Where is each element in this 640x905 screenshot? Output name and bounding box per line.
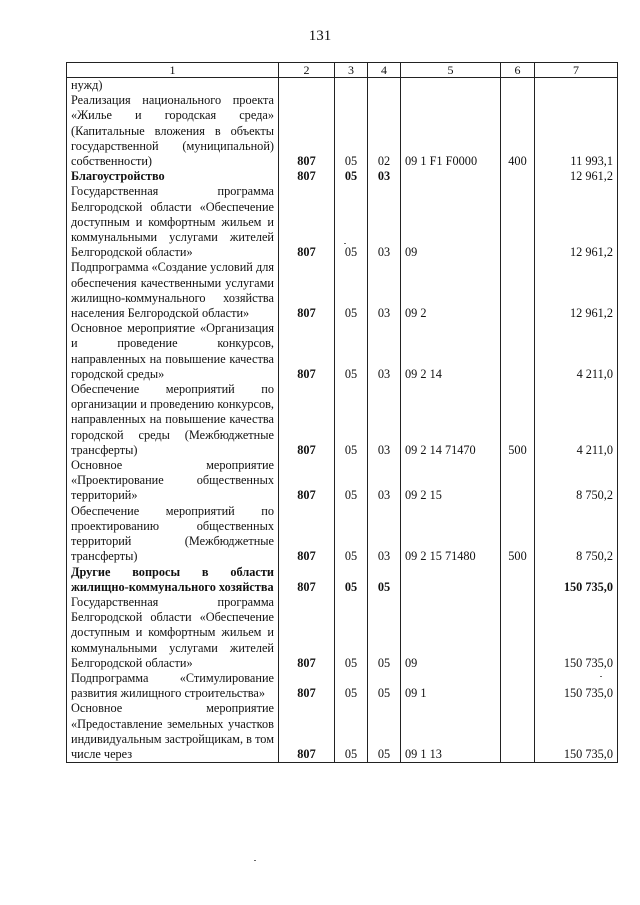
cell-subsection: 05 — [368, 701, 401, 762]
budget-table — [66, 62, 618, 763]
cell-section — [335, 78, 368, 94]
row-name: Обеспечение мероприятий по проектированию общественных территорий (Межбюджетные трансферты) — [67, 504, 279, 565]
cell-expense-type: 400 — [501, 93, 535, 169]
cell-subsection: 03 — [368, 184, 401, 260]
cell-amount: 8 750,2 — [535, 504, 618, 565]
cell-section: 05 — [335, 701, 368, 762]
cell-ministry: 807 — [279, 93, 335, 169]
table-row — [67, 458, 618, 504]
cell-section: 05 — [335, 260, 368, 321]
cell-expense-type — [501, 321, 535, 382]
cell-amount: 12 961,2 — [535, 184, 618, 260]
cell-section: 05 — [335, 595, 368, 671]
cell-ministry: 807 — [279, 458, 335, 504]
cell-expense-type: 500 — [501, 504, 535, 565]
header-col-3: 3 — [335, 63, 368, 78]
cell-subsection: 03 — [368, 504, 401, 565]
header-col-1: 1 — [67, 63, 279, 78]
row-name: Благоустройство — [67, 169, 279, 184]
cell-subsection: 05 — [368, 671, 401, 701]
table-row — [67, 595, 618, 671]
cell-subsection: 03 — [368, 382, 401, 458]
cell-target-article: 09 2 15 71480 — [401, 504, 501, 565]
cell-target-article: 09 2 15 — [401, 458, 501, 504]
cell-target-article: 09 2 14 — [401, 321, 501, 382]
cell-subsection: 03 — [368, 458, 401, 504]
cell-expense-type: 500 — [501, 382, 535, 458]
cell-amount: 4 211,0 — [535, 321, 618, 382]
cell-target-article: 09 — [401, 184, 501, 260]
table-row — [67, 321, 618, 382]
row-name: Государственная программа Белгородской области «Обеспечение доступным и комфортным жильем и коммунальными услугами жителей Белгородской области» — [67, 595, 279, 671]
cell-amount: 12 961,2 — [535, 260, 618, 321]
header-col-2: 2 — [279, 63, 335, 78]
cell-target-article: 09 1 — [401, 671, 501, 701]
cell-target-article: 09 1 F1 F0000 — [401, 93, 501, 169]
row-name: Другие вопросы в области жилищно-коммунального хозяйства — [67, 565, 279, 595]
cell-expense-type — [501, 260, 535, 321]
cell-ministry: 807 — [279, 671, 335, 701]
cell-subsection: 03 — [368, 260, 401, 321]
cell-ministry: 807 — [279, 321, 335, 382]
row-name: Государственная программа Белгородской области «Обеспечение доступным и комфортным жильем и коммунальными услугами жителей Белгородской области» — [67, 184, 279, 260]
cell-subsection — [368, 78, 401, 94]
cell-amount: 150 735,0 — [535, 671, 618, 701]
cell-section: 05 — [335, 458, 368, 504]
cell-subsection: 03 — [368, 321, 401, 382]
cell-section: 05 — [335, 671, 368, 701]
cell-section: 05 — [335, 169, 368, 184]
table-row — [67, 382, 618, 458]
header-col-4: 4 — [368, 63, 401, 78]
cell-subsection: 02 — [368, 93, 401, 169]
table-row — [67, 565, 618, 595]
cell-expense-type — [501, 169, 535, 184]
cell-amount: 150 735,0 — [535, 595, 618, 671]
table-row — [67, 169, 618, 184]
cell-subsection: 05 — [368, 595, 401, 671]
header-col-6: 6 — [501, 63, 535, 78]
cell-ministry: 807 — [279, 504, 335, 565]
cell-expense-type — [501, 565, 535, 595]
cell-amount: 150 735,0 — [535, 701, 618, 762]
cell-expense-type — [501, 78, 535, 94]
cell-ministry: 807 — [279, 595, 335, 671]
cell-target-article — [401, 565, 501, 595]
row-name: Основное мероприятие «Проектирование общественных территорий» — [67, 458, 279, 504]
cell-target-article: 09 — [401, 595, 501, 671]
cell-expense-type — [501, 458, 535, 504]
table-row — [67, 93, 618, 169]
scan-speck — [254, 860, 256, 861]
cell-section: 05 — [335, 93, 368, 169]
cell-ministry: 807 — [279, 169, 335, 184]
cell-target-article: 09 2 — [401, 260, 501, 321]
cell-section: 05 — [335, 504, 368, 565]
table-row — [67, 78, 618, 94]
row-name: Реализация национального проекта «Жилье и городская среда» (Капитальные вложения в объекты государственной (муниципальной) собственности) — [67, 93, 279, 169]
cell-expense-type — [501, 184, 535, 260]
scan-speck — [344, 243, 346, 244]
table-row — [67, 184, 618, 260]
cell-subsection: 05 — [368, 565, 401, 595]
cell-subsection: 03 — [368, 169, 401, 184]
header-col-5: 5 — [401, 63, 501, 78]
cell-target-article: 09 2 14 71470 — [401, 382, 501, 458]
cell-amount: 11 993,1 — [535, 93, 618, 169]
cell-amount: 4 211,0 — [535, 382, 618, 458]
row-name: Обеспечение мероприятий по организации и проведению конкурсов, направленных на повышение качества городской среды (Межбюджетные трансферты) — [67, 382, 279, 458]
cell-amount: 8 750,2 — [535, 458, 618, 504]
page-number: 131 — [308, 28, 332, 44]
cell-ministry: 807 — [279, 565, 335, 595]
cell-target-article — [401, 169, 501, 184]
cell-target-article — [401, 78, 501, 94]
cell-amount: 150 735,0 — [535, 565, 618, 595]
cell-ministry: 807 — [279, 184, 335, 260]
scan-speck — [600, 676, 602, 677]
row-name: Подпрограмма «Стимулирование развития жилищного строительства» — [67, 671, 279, 701]
cell-expense-type — [501, 671, 535, 701]
header-col-7: 7 — [535, 63, 618, 78]
table-row — [67, 701, 618, 762]
cell-section: 05 — [335, 321, 368, 382]
cell-ministry: 807 — [279, 701, 335, 762]
cell-expense-type — [501, 701, 535, 762]
cell-ministry: 807 — [279, 382, 335, 458]
cell-ministry — [279, 78, 335, 94]
header-row — [67, 63, 618, 78]
table-row — [67, 260, 618, 321]
row-name: Основное мероприятие «Предоставление земельных участков индивидуальным застройщикам, в том числе через — [67, 701, 279, 762]
cell-expense-type — [501, 595, 535, 671]
cell-ministry: 807 — [279, 260, 335, 321]
cell-amount — [535, 78, 618, 94]
cell-target-article: 09 1 13 — [401, 701, 501, 762]
table-row — [67, 671, 618, 701]
cell-amount: 12 961,2 — [535, 169, 618, 184]
row-name: Подпрограмма «Создание условий для обеспечения качественными услугами жилищно-коммунального хозяйства населения Белгородской области» — [67, 260, 279, 321]
cell-section: 05 — [335, 382, 368, 458]
cell-section: 05 — [335, 565, 368, 595]
table-row — [67, 504, 618, 565]
row-name: Основное мероприятие «Организация и проведение конкурсов, направленных на повышение качества городской среды» — [67, 321, 279, 382]
cell-section: 05 — [335, 184, 368, 260]
row-name: нужд) — [67, 78, 279, 94]
